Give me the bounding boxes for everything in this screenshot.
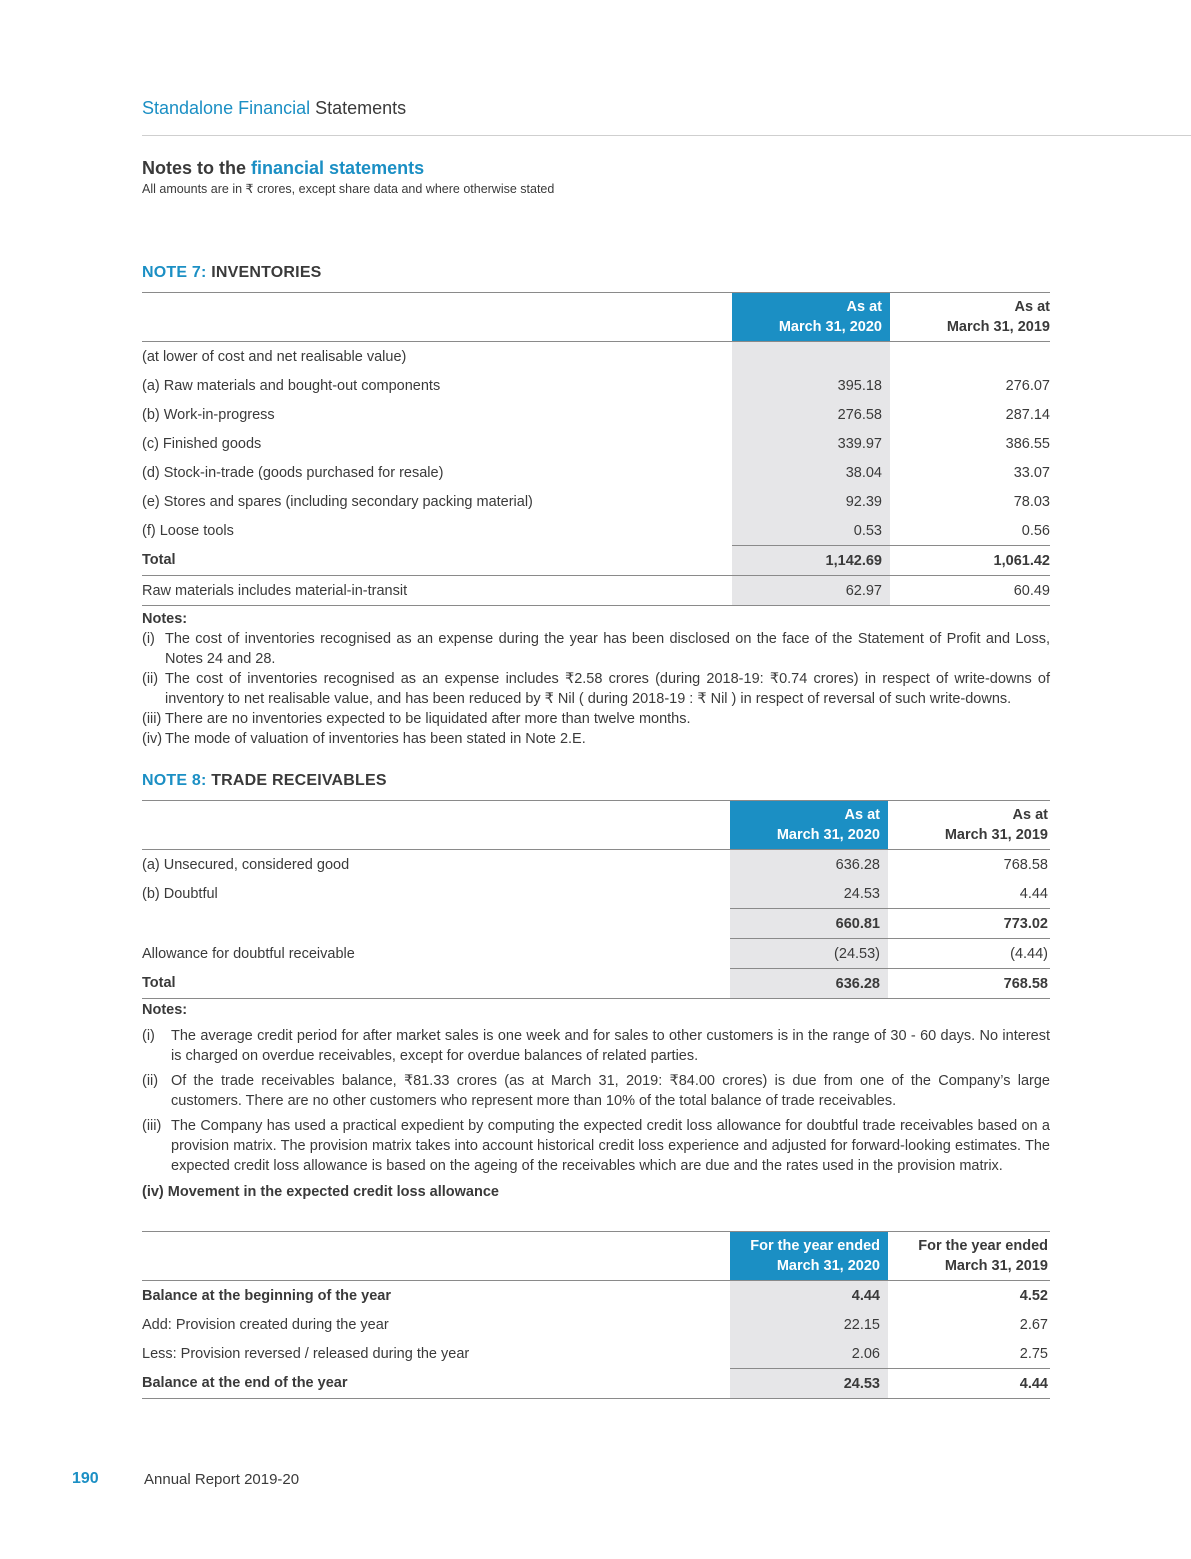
note7-label: NOTE 7: — [142, 264, 207, 281]
column-header-2019: For the year ended March 31, 2019 — [888, 1232, 1050, 1281]
column-header-2019: As at March 31, 2019 — [888, 801, 1050, 850]
total-row: Balance at the end of the year 24.53 4.44 — [142, 1369, 1050, 1399]
header-divider — [142, 135, 1191, 136]
report-name: Annual Report 2019-20 — [144, 1471, 300, 1488]
page-title-blue: financial statements — [251, 158, 425, 178]
table-row: Add: Provision created during the year 22.15 2.67 — [142, 1310, 1050, 1339]
total-row: Total 1,142.69 1,061.42 — [142, 546, 1050, 576]
movement-heading: (iv) Movement in the expected credit loss allowance — [142, 1184, 499, 1200]
section-header-dark: Statements — [315, 98, 407, 118]
page-subtitle: All amounts are in ₹ crores, except share data and where otherwise stated — [142, 182, 555, 196]
note8-notes — [142, 1000, 1050, 1202]
page-title — [142, 158, 424, 179]
note7-heading: INVENTORIES — [211, 264, 322, 281]
notes-heading: Notes: — [142, 611, 188, 627]
note-item: (iii) There are no inventories expected to be liquidated after more than twelve months. — [142, 711, 691, 727]
table-row: (a) Raw materials and bought-out components 395.18 276.07 — [142, 371, 1050, 400]
trade-receivables-table — [142, 800, 1050, 999]
note-item: (iii) The Company has used a practical expedient by computing the expected credit loss allowance for doubtful trade receivables based on a provision matrix. The provision matrix takes into account historical credit loss experience and adjusted for forward-looking estimates. The expected credit loss allowance is based on the ageing of the receivables which are due and the rates used in the provision matrix. — [142, 1118, 1050, 1174]
header-blank — [142, 801, 730, 850]
column-header-2020: For the year ended March 31, 2020 — [730, 1232, 888, 1281]
table-row: (a) Unsecured, considered good 636.28 768.58 — [142, 850, 1050, 880]
table-row: Balance at the beginning of the year 4.44 4.52 — [142, 1281, 1050, 1311]
table-header-row — [142, 293, 1050, 342]
column-header-2020: As at March 31, 2020 — [732, 293, 890, 342]
inventories-table — [142, 292, 1050, 606]
table-row: Raw materials includes material-in-transit 62.97 60.49 — [142, 576, 1050, 606]
header-blank — [142, 293, 732, 342]
note7-notes — [142, 609, 1050, 749]
table-row: (b) Work-in-progress 276.58 287.14 — [142, 400, 1050, 429]
table-header-row — [142, 1232, 1050, 1281]
note8-heading: TRADE RECEIVABLES — [211, 772, 387, 789]
notes-heading: Notes: — [142, 1002, 188, 1018]
page-number: 190 — [72, 1470, 99, 1487]
page-title-dark: Notes to the — [142, 158, 247, 178]
subtotal-row: 660.81 773.02 — [142, 909, 1050, 939]
table-row: (c) Finished goods 339.97 386.55 — [142, 429, 1050, 458]
column-header-2019: As at March 31, 2019 — [890, 293, 1050, 342]
table-row: (b) Doubtful 24.53 4.44 — [142, 879, 1050, 909]
table-header-row — [142, 801, 1050, 850]
note-item: (ii) The cost of inventories recognised as an expense includes ₹2.58 crores (during 2018-19: ₹0.74 crores) in respect of write-downs of inventory to net realisable value, and has been reduced by ₹ Nil ( during 2018-19 : ₹ Nil ) in respect of reversal of such write-downs. — [142, 671, 1050, 707]
movement-table — [142, 1231, 1050, 1399]
note-item: (i) The average credit period for after market sales is one week and for sales to other customers is in the range of 30 - 60 days. No interest is charged on overdue receivables, except for overdue balances of related parties. — [142, 1028, 1050, 1064]
note-item: (iv) The mode of valuation of inventories has been stated in Note 2.E. — [142, 731, 586, 747]
section-header — [142, 98, 406, 119]
table-row: Less: Provision reversed / released during the year 2.06 2.75 — [142, 1339, 1050, 1369]
note-item: (ii) Of the trade receivables balance, ₹81.33 crores (as at March 31, 2019: ₹84.00 crores) is due from one of the Company’s large customers. There are no other customers who represent more than 10% of the total balance of trade receivables. — [142, 1073, 1050, 1109]
table-row: (f) Loose tools 0.53 0.56 — [142, 516, 1050, 546]
table-row: Allowance for doubtful receivable (24.53) (4.44) — [142, 939, 1050, 969]
note8-title — [142, 772, 387, 790]
note7-title — [142, 264, 322, 282]
table-row: (e) Stores and spares (including secondary packing material) 92.39 78.03 — [142, 487, 1050, 516]
total-row: Total 636.28 768.58 — [142, 969, 1050, 999]
note-item: (i) The cost of inventories recognised as an expense during the year has been disclosed on the face of the Statement of Profit and Loss, Notes 24 and 28. — [142, 631, 1050, 667]
header-blank — [142, 1232, 730, 1281]
column-header-2020: As at March 31, 2020 — [730, 801, 888, 850]
section-header-blue: Standalone Financial — [142, 98, 311, 118]
table-row: (d) Stock-in-trade (goods purchased for resale) 38.04 33.07 — [142, 458, 1050, 487]
table-row: (at lower of cost and net realisable value) — [142, 342, 1050, 372]
note8-label: NOTE 8: — [142, 772, 207, 789]
